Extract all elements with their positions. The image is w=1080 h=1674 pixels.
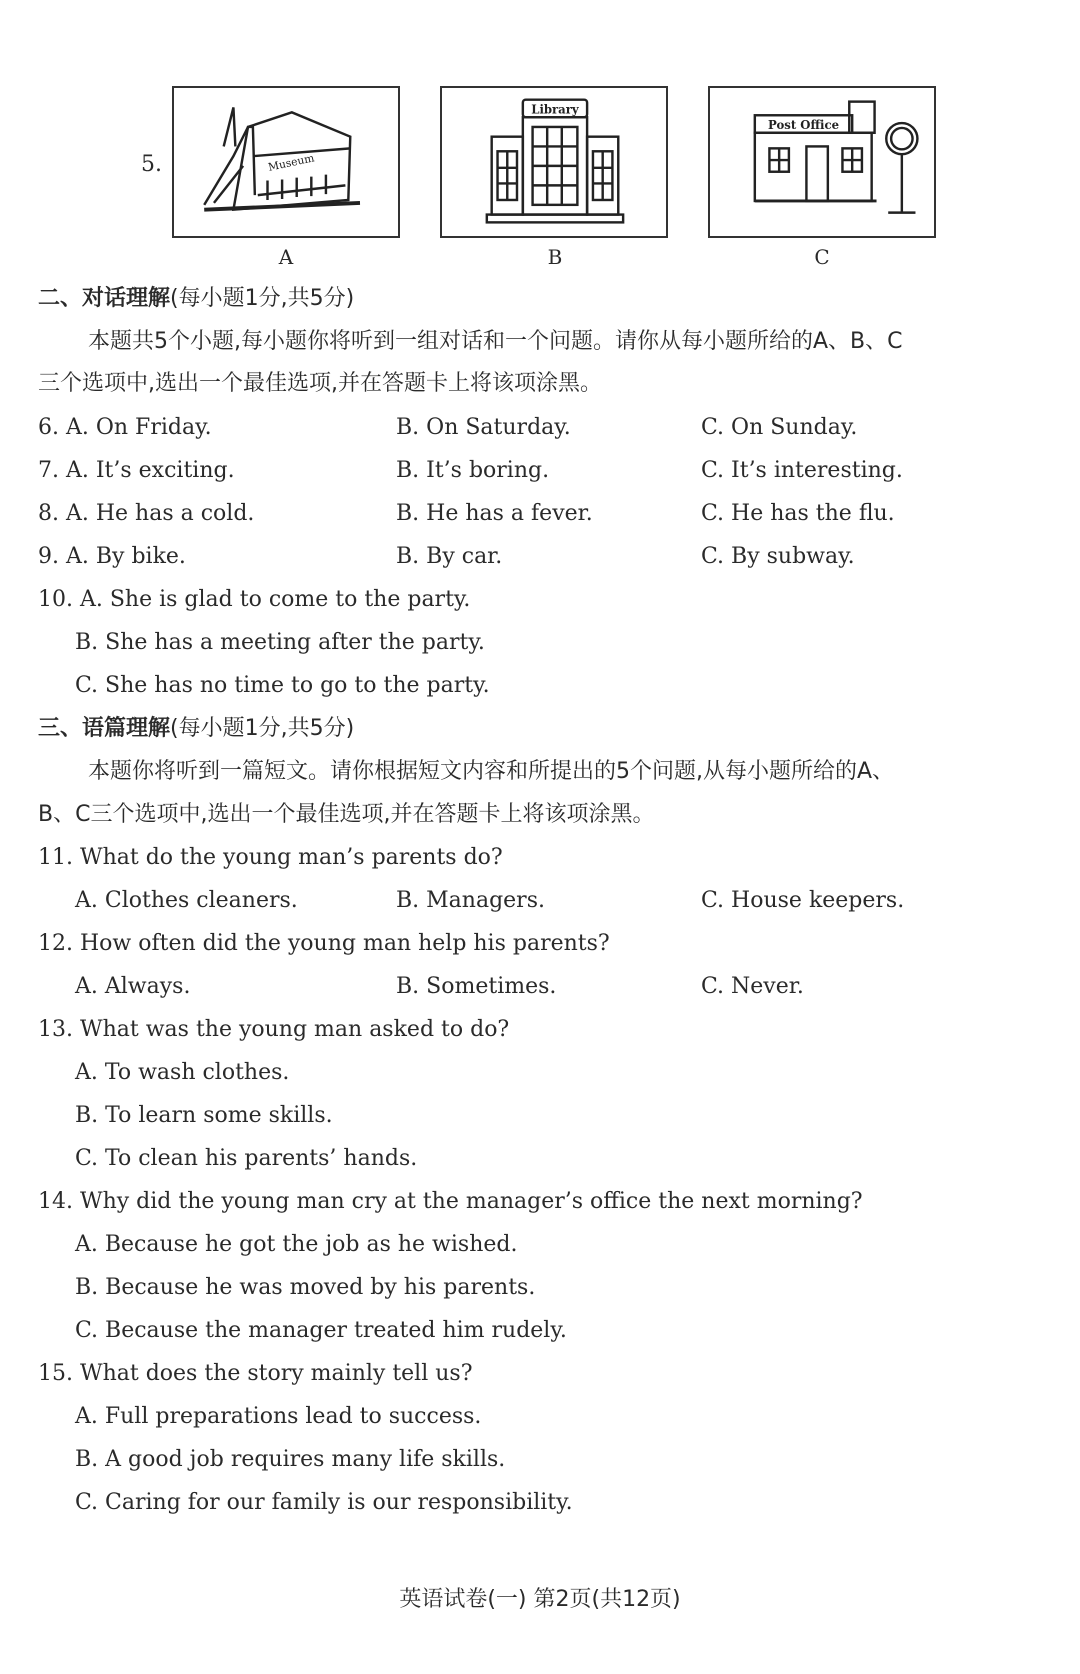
section-3-header bbox=[38, 714, 354, 744]
question-15-option-c: C. Caring for our family is our responsibility. bbox=[75, 1490, 573, 1515]
option-a-label: A bbox=[278, 245, 294, 269]
question-8-option-c: C. He has the flu. bbox=[701, 501, 895, 526]
question-11-option-b: B. Managers. bbox=[396, 888, 545, 913]
question-5-number: 5. bbox=[141, 152, 162, 177]
question-9-option-a: 9. A. By bike. bbox=[38, 544, 186, 569]
museum-icon bbox=[174, 88, 398, 236]
section-2-note: (每小题1分,共5分) bbox=[170, 286, 355, 311]
library-icon bbox=[442, 88, 666, 236]
question-7-option-a: 7. A. It’s exciting. bbox=[38, 458, 235, 483]
question-12-option-c: C. Never. bbox=[701, 974, 804, 999]
question-13-option-a: A. To wash clothes. bbox=[75, 1060, 290, 1085]
question-13-option-c: C. To clean his parents’ hands. bbox=[75, 1146, 418, 1171]
question-8-option-b: B. He has a fever. bbox=[396, 501, 593, 526]
option-c-label: C bbox=[814, 245, 830, 269]
museum-picture bbox=[172, 86, 400, 238]
question-14-option-b: B. Because he was moved by his parents. bbox=[75, 1275, 536, 1300]
question-6-option-b: B. On Saturday. bbox=[396, 415, 571, 440]
svg-text:Museum: Museum bbox=[266, 151, 316, 174]
question-9-option-b: B. By car. bbox=[396, 544, 503, 569]
section-2-header bbox=[38, 284, 354, 314]
question-8-option-a: 8. A. He has a cold. bbox=[38, 501, 255, 526]
question-12-option-a: A. Always. bbox=[75, 974, 191, 999]
section-3-note: (每小题1分,共5分) bbox=[170, 716, 355, 741]
section-3-intro-line-1: 本题你将听到一篇短文。请你根据短文内容和所提出的5个问题,从每小题所给的A、 bbox=[88, 759, 895, 784]
question-11-stem: 11. What do the young man’s parents do? bbox=[38, 845, 503, 870]
library-picture bbox=[440, 86, 668, 238]
question-9-option-c: C. By subway. bbox=[701, 544, 855, 569]
svg-text:Post Office: Post Office bbox=[768, 117, 839, 132]
question-12-stem: 12. How often did the young man help his parents? bbox=[38, 931, 610, 956]
question-13-stem: 13. What was the young man asked to do? bbox=[38, 1017, 510, 1042]
section-2-intro-line-1: 本题共5个小题,每小题你将听到一组对话和一个问题。请你从每小题所给的A、B、C bbox=[88, 329, 903, 354]
question-14-option-a: A. Because he got the job as he wished. bbox=[75, 1232, 518, 1257]
section-3-intro-line-2: B、C三个选项中,选出一个最佳选项,并在答题卡上将该项涂黑。 bbox=[38, 802, 655, 827]
question-14-stem: 14. Why did the young man cry at the manager’s office the next morning? bbox=[38, 1189, 863, 1214]
question-6-option-a: 6. A. On Friday. bbox=[38, 415, 212, 440]
question-15-option-a: A. Full preparations lead to success. bbox=[75, 1404, 482, 1429]
svg-text:Library: Library bbox=[531, 102, 579, 117]
question-13-option-b: B. To learn some skills. bbox=[75, 1103, 333, 1128]
post-office-picture bbox=[708, 86, 936, 238]
question-15-option-b: B. A good job requires many life skills. bbox=[75, 1447, 506, 1472]
question-10-option-c: C. She has no time to go to the party. bbox=[75, 673, 490, 698]
question-6-option-c: C. On Sunday. bbox=[701, 415, 858, 440]
question-10-option-b: B. She has a meeting after the party. bbox=[75, 630, 485, 655]
question-7-option-c: C. It’s interesting. bbox=[701, 458, 903, 483]
section-2-title: 二、对话理解 bbox=[38, 286, 171, 311]
question-11-option-c: C. House keepers. bbox=[701, 888, 905, 913]
question-14-option-c: C. Because the manager treated him rudely. bbox=[75, 1318, 567, 1343]
section-3-title: 三、语篇理解 bbox=[38, 716, 171, 741]
option-b-label: B bbox=[547, 245, 563, 269]
question-11-option-a: A. Clothes cleaners. bbox=[75, 888, 298, 913]
question-10-option-a: 10. A. She is glad to come to the party. bbox=[38, 587, 471, 612]
post-office-icon bbox=[710, 88, 934, 236]
section-2-intro-line-2: 三个选项中,选出一个最佳选项,并在答题卡上将该项涂黑。 bbox=[38, 371, 602, 396]
question-7-option-b: B. It’s boring. bbox=[396, 458, 550, 483]
page-footer: 英语试卷(一) 第2页(共12页) bbox=[399, 1587, 681, 1612]
question-15-stem: 15. What does the story mainly tell us? bbox=[38, 1361, 473, 1386]
question-12-option-b: B. Sometimes. bbox=[396, 974, 557, 999]
